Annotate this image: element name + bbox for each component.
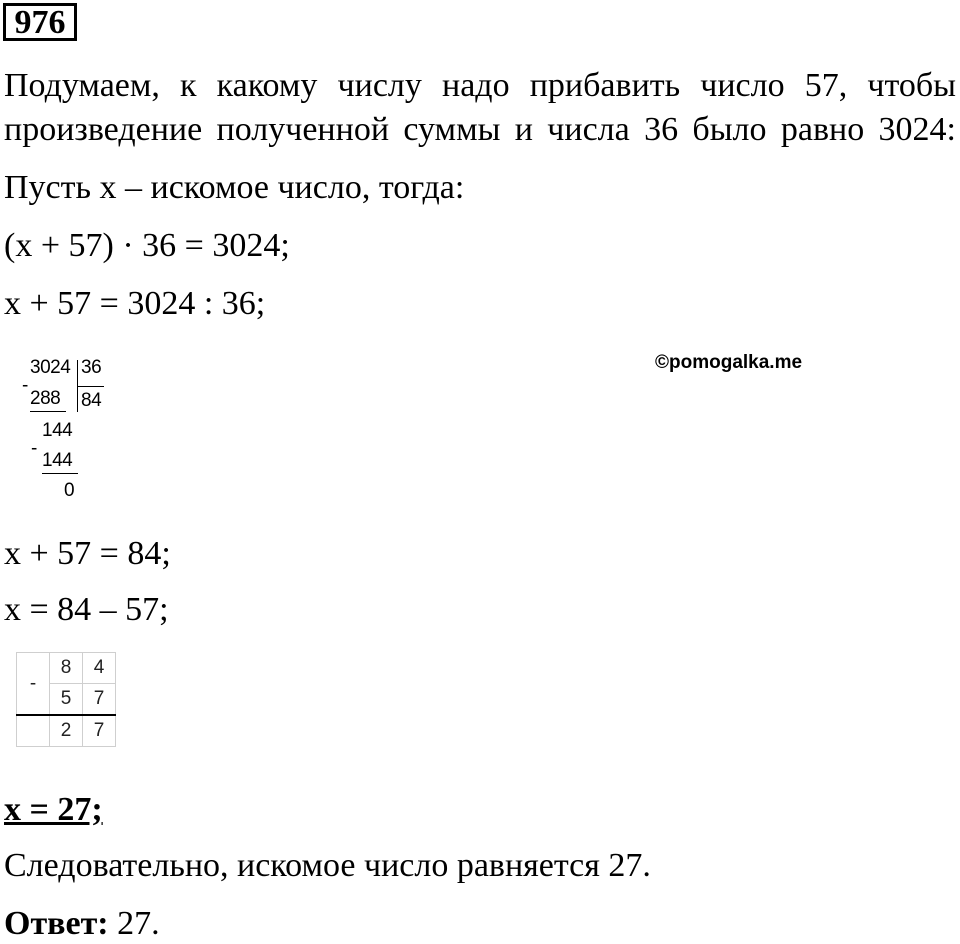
subtrahend-digit: 5 bbox=[50, 684, 83, 716]
watermark: ©pomogalka.me bbox=[655, 352, 803, 373]
difference-digit: 7 bbox=[83, 715, 116, 747]
subtraction-line-2 bbox=[42, 473, 78, 474]
subtrahend-1: 288 bbox=[30, 388, 61, 409]
subtrahend-2: 144 bbox=[42, 450, 73, 471]
minus-sign-1: - bbox=[22, 375, 28, 396]
subtraction-line-1 bbox=[30, 411, 66, 412]
minus-sign-2: - bbox=[31, 438, 37, 459]
partial-remainder: 144 bbox=[42, 420, 73, 441]
subtraction-minus-sign: - bbox=[17, 653, 50, 716]
divisor-underline bbox=[78, 386, 104, 387]
final-remainder: 0 bbox=[64, 480, 75, 501]
intro-line-1: Подумаем, к какому числу надо прибавить число 57, чтобы bbox=[4, 67, 956, 104]
conclusion: Следовательно, искомое число равняется 27. bbox=[4, 847, 651, 884]
equation-3: x + 57 = 84; bbox=[4, 535, 171, 572]
difference-digit: 2 bbox=[50, 715, 83, 747]
equation-1: (x + 57) · 36 = 3024; bbox=[4, 227, 290, 264]
let-statement: Пусть x – искомое число, тогда: bbox=[4, 169, 465, 206]
subtrahend-digit: 7 bbox=[83, 684, 116, 716]
minuend-digit: 8 bbox=[50, 653, 83, 684]
column-subtraction bbox=[16, 652, 116, 747]
quotient: 84 bbox=[81, 390, 102, 411]
answer-label: Ответ: bbox=[4, 905, 109, 942]
dividend: 3024 bbox=[30, 357, 71, 378]
problem-number: 976 bbox=[3, 3, 77, 41]
divisor: 36 bbox=[81, 357, 102, 378]
equation-4: x = 84 – 57; bbox=[4, 591, 169, 628]
result-equation: x = 27; bbox=[4, 791, 103, 828]
empty-cell bbox=[17, 715, 50, 747]
answer-line bbox=[4, 904, 160, 944]
equation-2: x + 57 = 3024 : 36; bbox=[4, 285, 266, 322]
minuend-digit: 4 bbox=[83, 653, 116, 684]
answer-value: 27. bbox=[108, 905, 160, 942]
intro-line-2: произведение полученной суммы и числа 36 было равно 3024: bbox=[4, 111, 956, 148]
